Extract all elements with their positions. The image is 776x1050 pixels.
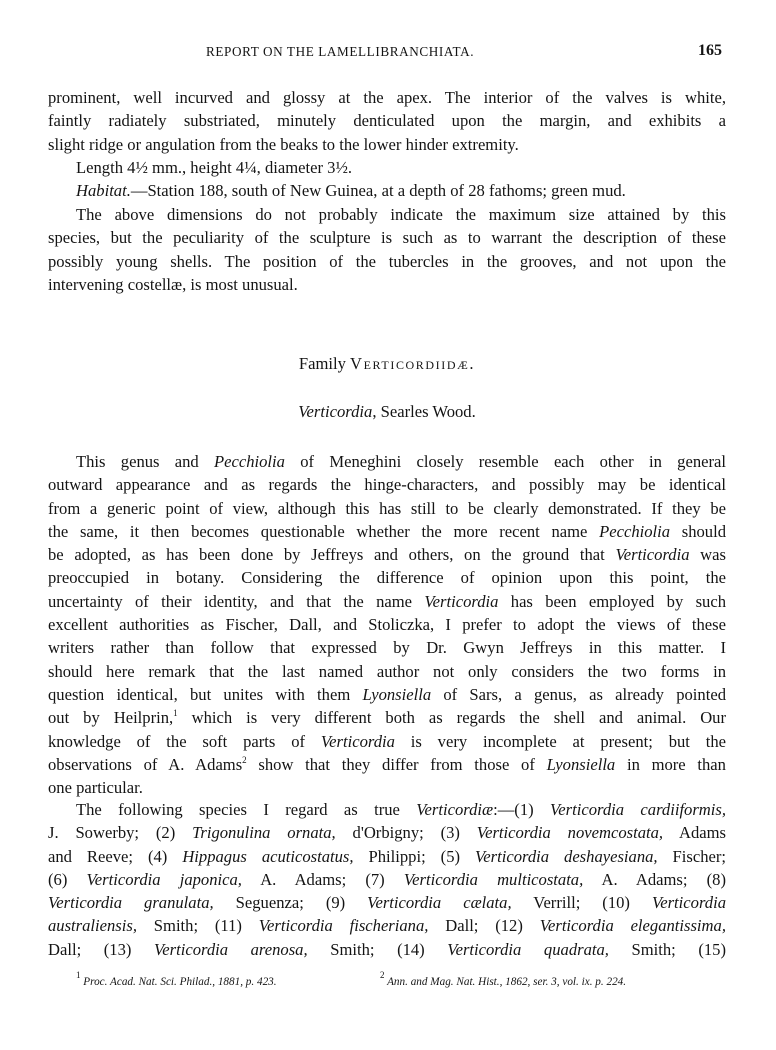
dimensions-line: Length 4½ mm., height 4¼, diameter 3½. <box>76 158 353 177</box>
family-heading: Family Verticordiidæ. <box>298 354 476 373</box>
habitat-label: Habitat. <box>76 181 131 200</box>
text-line: uncertainty of their identity, and that the name Verticordia has been employed by such <box>48 591 727 611</box>
text-line: one particular. <box>48 778 143 798</box>
footnote-2: $^2$ Ann. and Mag. Nat. Hist., 1862, ser. 3, vol. ix. p. 224. <box>380 970 627 988</box>
text-line: question identical, but unites with them Lyonsiella of Sars, a genus, as already pointed <box>48 684 726 704</box>
species-list-paragraph <box>48 798 726 961</box>
text-line: (6) Verticordia japonica, A. Adams; (7) Verticordia multicostata, A. Adams; (8) <box>48 869 727 889</box>
text-line: intervening costellæ, is most unusual. <box>48 274 298 294</box>
habitat-line <box>48 179 726 202</box>
text-line: excellent authorities as Fischer, Dall, and Stoliczka, I prefer to adopt the views of these <box>48 615 726 635</box>
text-line: and Reeve; (4) Hippagus acuticostatus, Philippi; (5) Verticordia deshayesiana, Fischer; <box>48 846 727 866</box>
running-title: REPORT ON THE LAMELLIBRANCHIATA. <box>206 44 475 59</box>
text-line: Verticordia granulata, Seguenza; (9) Verticordia cælata, Verrill; (10) Verticordia <box>48 893 726 913</box>
text-line: preoccupied in botany. Considering the difference of opinion upon this point, the <box>48 568 726 588</box>
text-line: species, but the peculiarity of the sculpture is such as to warrant the description of these <box>48 228 726 248</box>
habitat-text: —Station 188, south of New Guinea, at a depth of 28 fathoms; green mud. <box>130 181 626 200</box>
text-line: should here remark that the last named author not only considers the two forms in <box>48 661 726 681</box>
text-line: knowledge of the soft parts of Verticordia is very incomplete at present; but the <box>48 731 726 751</box>
text-line: The above dimensions do not probably indicate the maximum size attained by this <box>76 205 726 224</box>
text-line: observations of A. Adams$^2$ show that they differ from those of Lyonsiella in more than <box>48 754 726 774</box>
text-line: J. Sowerby; (2) Trigonulina ornata, d'Orbigny; (3) Verticordia novemcostata, Adams <box>48 823 726 843</box>
text-line: possibly young shells. The position of the tubercles in the grooves, and not upon the <box>48 251 726 271</box>
text-line: outward appearance and as regards the hinge-characters, and possibly may be identical <box>48 475 726 495</box>
text-line: faintly radiately substriated, minutely denticulated upon the margin, and exhibits a <box>48 111 726 131</box>
footnote-ref: 2 <box>242 754 247 765</box>
genus-discussion-paragraph <box>48 450 726 799</box>
page-number: 165 <box>698 42 722 59</box>
text-line: The following species I regard as true Verticordiæ:—(1) Verticordia cardiiformis, <box>76 800 727 819</box>
text-line: prominent, well incurved and glossy at the apex. The interior of the valves is white, <box>48 88 726 107</box>
genus-author: , Searles Wood. <box>372 402 476 421</box>
text-line: This genus and Pecchiolia of Meneghini closely resemble each other in general <box>76 452 726 471</box>
remarks-paragraph <box>48 203 726 296</box>
footnotes <box>48 970 726 991</box>
text-line: writers rather than follow that expressed by Dr. Gwyn Jeffreys in this matter. I <box>48 638 726 658</box>
genus-name: Verticordia <box>298 402 373 421</box>
text-line: the same, it then becomes questionable whether the more recent name Pecchiolia should <box>48 521 726 541</box>
text-line: from a generic point of view, although this has still to be clearly demonstrated. If they be <box>48 498 726 518</box>
footnote-ref: 1 <box>173 708 178 719</box>
text-line: Dall; (13) Verticordia arenosa, Smith; (14) Verticordia quadrata, Smith; (15) <box>48 939 727 959</box>
text-line: australiensis, Smith; (11) Verticordia fischeriana, Dall; (12) Verticordia elegantissima, <box>48 916 726 936</box>
footnote-1: $^1$ Proc. Acad. Nat. Sci. Philad., 1881, p. 423. <box>76 970 277 988</box>
running-header <box>48 44 726 64</box>
text-line: out by Heilprin,$^1$ which is very different both as regards the shell and animal. Our <box>48 708 726 728</box>
family-name: Verticordiidæ. <box>350 354 476 373</box>
text-line: slight ridge or angulation from the beaks to the lower hinder extremity. <box>48 134 519 154</box>
text-line: be adopted, as has been done by Jeffreys and others, on the ground that Verticordia was <box>48 545 726 565</box>
shell-description-paragraph <box>48 86 726 156</box>
genus-heading <box>48 402 726 422</box>
